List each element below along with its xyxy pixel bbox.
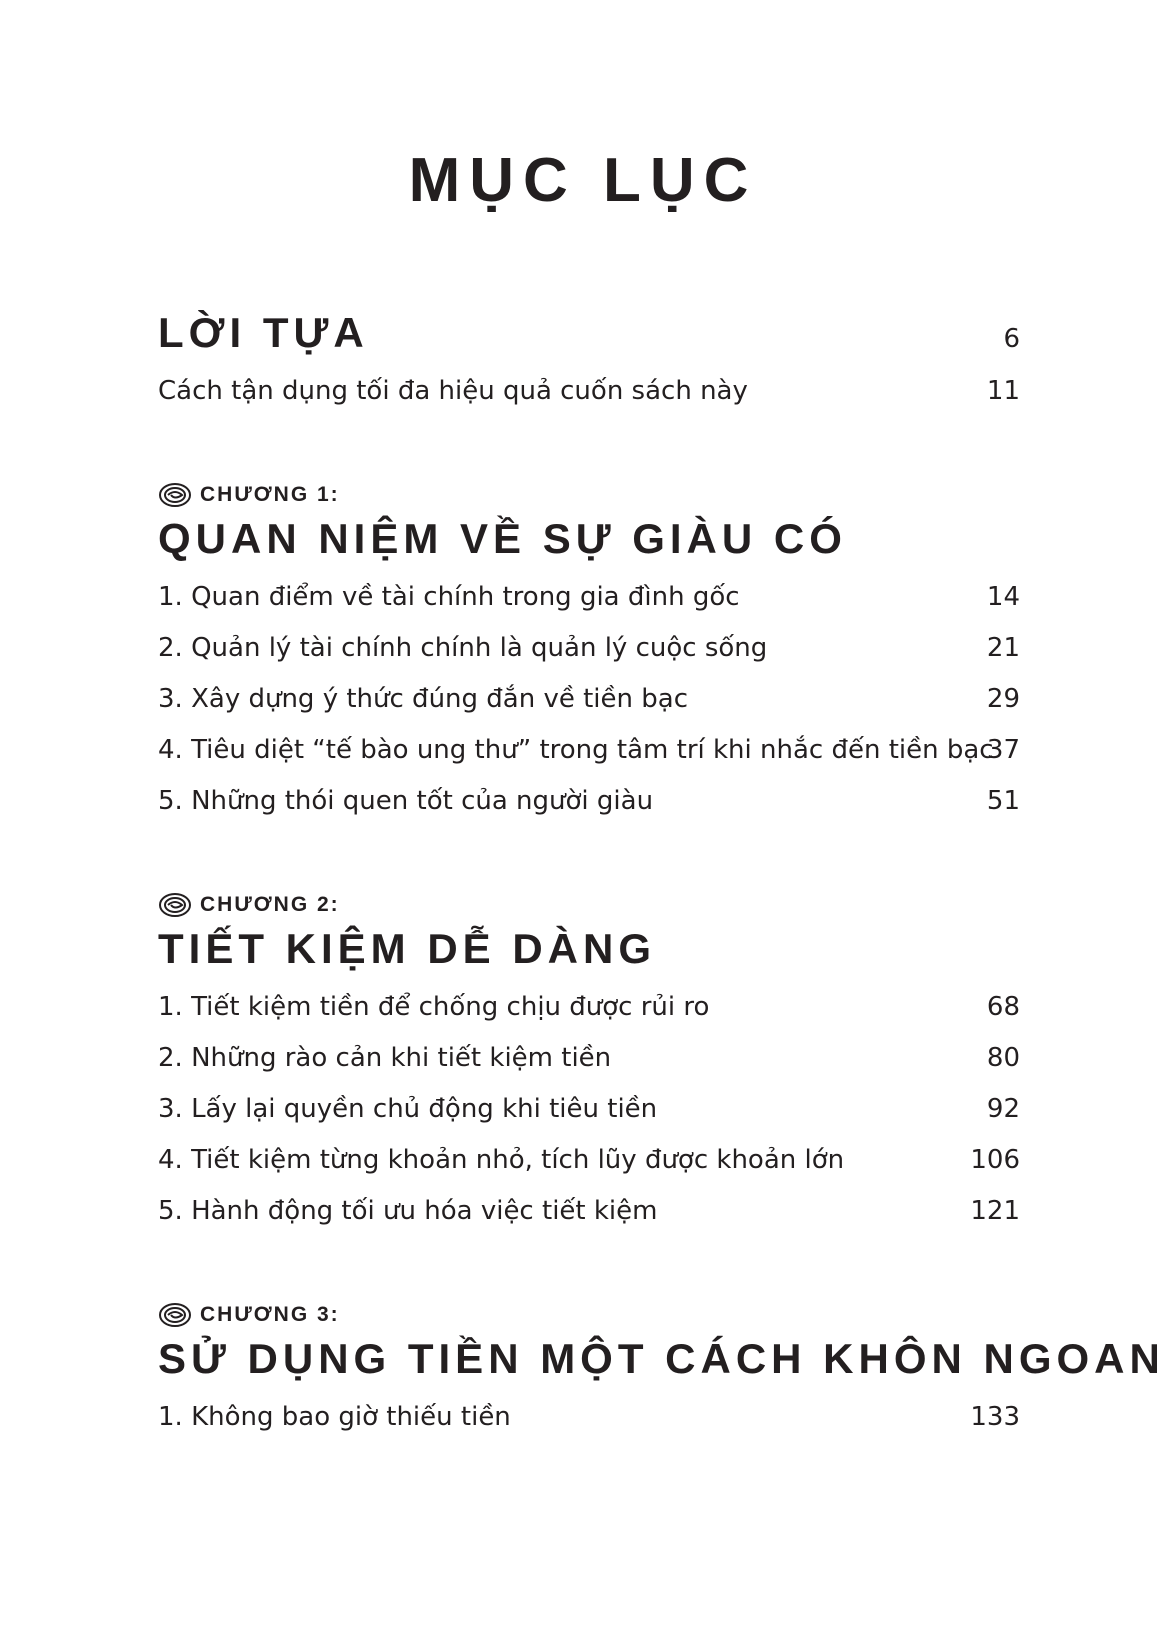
toc-entry[interactable]	[158, 733, 1020, 767]
chapter-3-title: SỬ DỤNG TIỀN MỘT CÁCH KHÔN NGOAN	[158, 1335, 1165, 1382]
toc-entry-page: 133	[970, 1402, 1020, 1432]
chapter-label-text: CHƯƠNG 2:	[200, 893, 340, 916]
toc-entry[interactable]	[158, 631, 1020, 665]
toc-entry-page: 51	[986, 786, 1020, 816]
preface-page-row[interactable]	[158, 322, 1020, 356]
toc-entry[interactable]	[158, 1400, 1020, 1434]
toc-entry-label: 4. Tiêu diệt “tế bào ung thư” trong tâm trí khi nhắc đến tiền bạc	[158, 735, 994, 765]
toc-entry-label: 4. Tiết kiệm từng khoản nhỏ, tích lũy được khoản lớn	[158, 1145, 845, 1175]
toc-entry-page: 29	[986, 684, 1020, 714]
toc-entry-page: 121	[970, 1196, 1020, 1226]
toc-entry-label: 5. Những thói quen tốt của người giàu	[158, 786, 654, 816]
coin-spiral-icon	[158, 1301, 192, 1329]
toc-entry[interactable]	[158, 374, 1020, 408]
toc-entry[interactable]	[158, 990, 1020, 1024]
chapter-1-label	[158, 480, 340, 510]
page-title: MỤC LỤC	[408, 146, 758, 215]
toc-entry-label: 1. Không bao giờ thiếu tiền	[158, 1402, 511, 1432]
toc-entry-page: 11	[986, 376, 1020, 406]
preface-title: LỜI TỰA	[158, 309, 369, 356]
toc-entry-page: 14	[986, 582, 1020, 612]
toc-entry-label: Cách tận dụng tối đa hiệu quả cuốn sách này	[158, 376, 748, 406]
toc-entry-page: 106	[970, 1145, 1020, 1175]
chapter-3-label	[158, 1300, 340, 1330]
toc-entry-label: 2. Quản lý tài chính chính là quản lý cuộc sống	[158, 633, 768, 663]
toc-entry-label: 3. Lấy lại quyền chủ động khi tiêu tiền	[158, 1094, 658, 1124]
chapter-2-title: TIẾT KIỆM DỄ DÀNG	[158, 925, 657, 972]
chapter-label-text: CHƯƠNG 3:	[200, 1303, 340, 1326]
toc-entry-page: 80	[986, 1043, 1020, 1073]
toc-entry[interactable]	[158, 580, 1020, 614]
toc-entry[interactable]	[158, 1143, 1020, 1177]
toc-entry[interactable]	[158, 1194, 1020, 1228]
toc-entry[interactable]	[158, 784, 1020, 818]
toc-entry[interactable]	[158, 682, 1020, 716]
toc-entry-label: 3. Xây dựng ý thức đúng đắn về tiền bạc	[158, 684, 689, 714]
toc-entry-page: 37	[986, 735, 1020, 765]
toc-entry-label: 2. Những rào cản khi tiết kiệm tiền	[158, 1043, 612, 1073]
coin-spiral-icon	[158, 481, 192, 509]
toc-entry-label: 5. Hành động tối ưu hóa việc tiết kiệm	[158, 1196, 658, 1226]
toc-entry-label: 1. Tiết kiệm tiền để chống chịu được rủi ro	[158, 992, 710, 1022]
chapter-2-label	[158, 890, 340, 920]
chapter-1-title: QUAN NIỆM VỀ SỰ GIÀU CÓ	[158, 515, 847, 562]
toc-entry-page: 68	[986, 992, 1020, 1022]
toc-entry-page: 21	[986, 633, 1020, 663]
preface-page-number: 6	[1003, 324, 1020, 354]
toc-entry[interactable]	[158, 1092, 1020, 1126]
toc-entry-page: 92	[986, 1094, 1020, 1124]
toc-entry[interactable]	[158, 1041, 1020, 1075]
coin-spiral-icon	[158, 891, 192, 919]
chapter-label-text: CHƯƠNG 1:	[200, 483, 340, 506]
toc-entry-label: 1. Quan điểm về tài chính trong gia đình gốc	[158, 582, 740, 612]
